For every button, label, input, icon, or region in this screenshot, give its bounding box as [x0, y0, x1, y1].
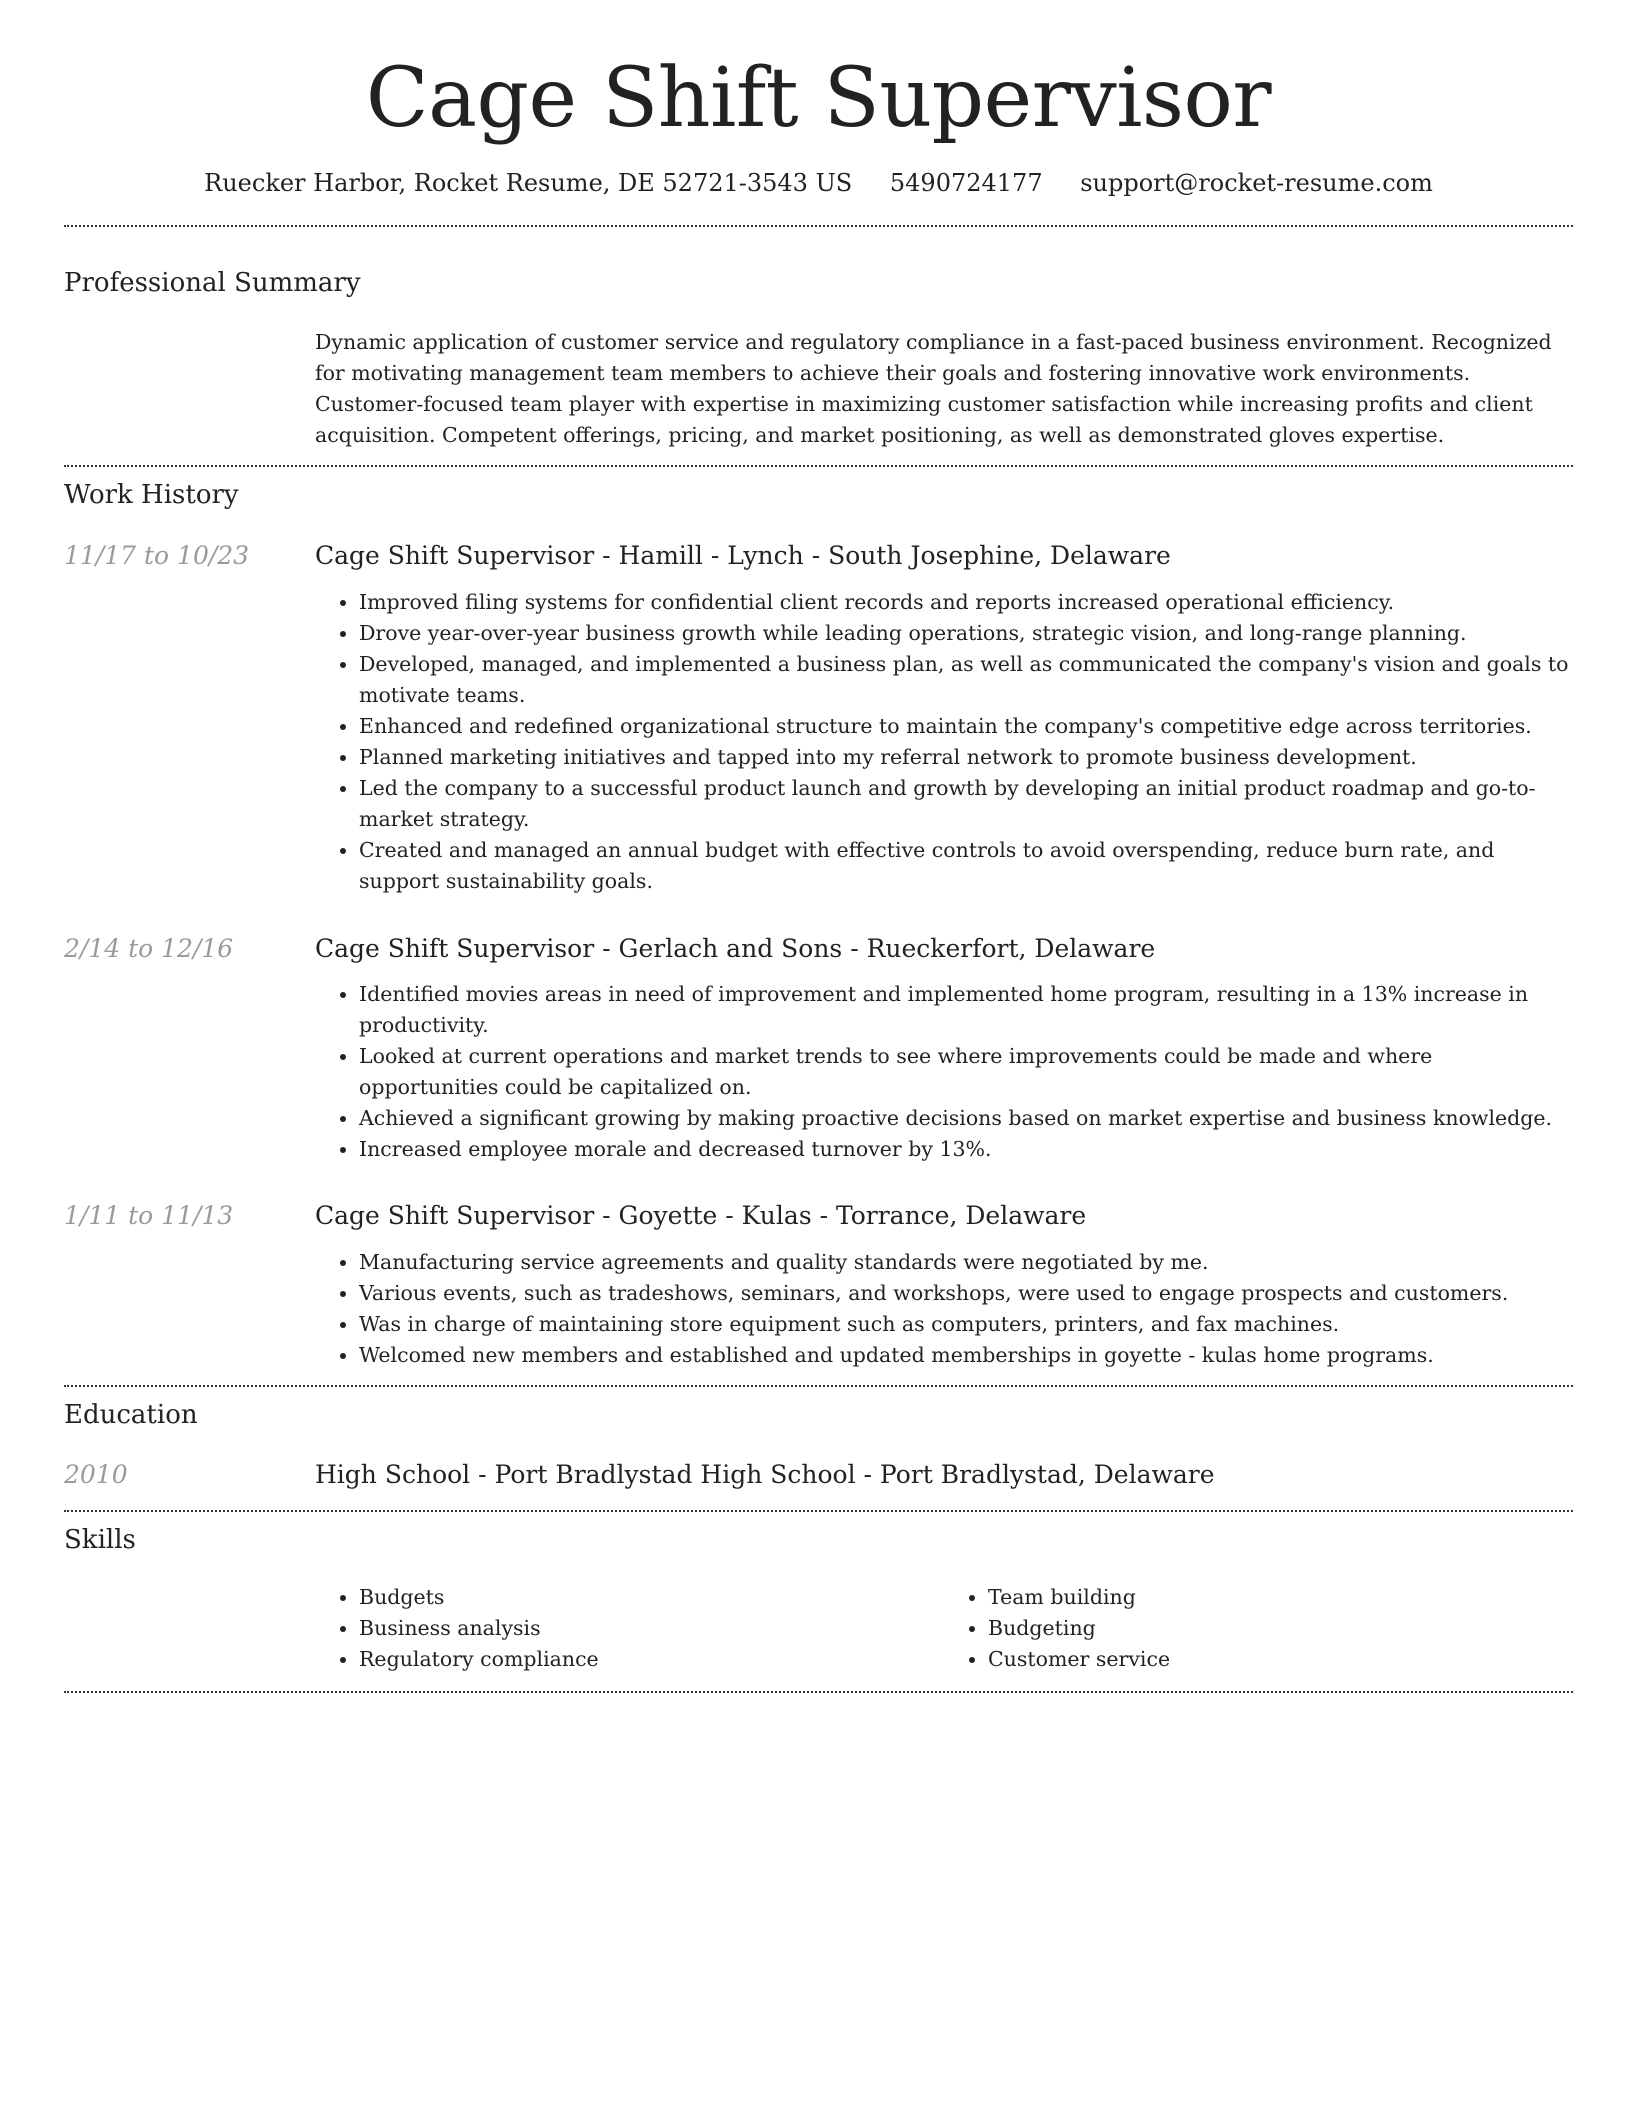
- skills-list-left: [315, 1582, 944, 1675]
- candidate-name: Cage Shift Supervisor: [365, 51, 1272, 146]
- divider: [64, 1510, 1573, 1512]
- skills-grid: [315, 1582, 1573, 1675]
- divider: [64, 465, 1573, 467]
- job-bullets: [315, 587, 1573, 897]
- job-bullet: • Identified movies areas in need of improvement and implemented home program, resulting in a 13% increase in productivity.: [359, 979, 1573, 1041]
- education-section-title: Education: [64, 1399, 198, 1430]
- summary-text: Dynamic application of customer service and regulatory compliance in a fast-paced business environment. Recognized for motivating management team members to achieve their goals and fostering innovative work environments. Customer-focused team player with expertise in maximizing customer satisfaction while increasing profits and client acquisition. Competent offerings, pricing, and market positioning, as well as demonstrated gloves expertise.: [315, 330, 1552, 448]
- contact-address: Ruecker Harbor, Rocket Resume, DE 52721-3543 US: [204, 169, 853, 198]
- job-dates: 1/11 to 11/13: [64, 1201, 234, 1231]
- work-history-section-title: Work History: [64, 480, 239, 511]
- education-year: 2010: [64, 1460, 128, 1490]
- job-dates: 2/14 to 12/16: [64, 933, 234, 963]
- contact-phone: 5490724177: [889, 169, 1043, 198]
- job-bullet: • Created and managed an annual budget with effective controls to avoid overspending, reduce burn rate, and support sustainability goals.: [359, 835, 1573, 897]
- skill-item: • Customer service: [988, 1644, 1573, 1675]
- job-heading: Cage Shift Supervisor - Hamill - Lynch - South Josephine, Delaware: [315, 541, 1171, 571]
- job-bullet: • Drove year-over-year business growth while leading operations, strategic vision, and long-range planning.: [359, 618, 1573, 649]
- job-bullet: • Planned marketing initiatives and tapped into my referral network to promote business development.: [359, 742, 1573, 773]
- education-heading: High School - Port Bradlystad High School - Port Bradlystad, Delaware: [315, 1460, 1215, 1490]
- job-bullet: • Looked at current operations and market trends to see where improvements could be made and where opportunities could be capitalized on.: [359, 1041, 1573, 1103]
- divider: [64, 1385, 1573, 1387]
- skills-section-title: Skills: [64, 1524, 136, 1555]
- contact-line: [64, 168, 1573, 199]
- job-bullet: • Welcomed new members and established and updated memberships in goyette - kulas home programs.: [359, 1340, 1573, 1371]
- job-heading: Cage Shift Supervisor - Gerlach and Sons - Rueckerfort, Delaware: [315, 933, 1156, 963]
- job-bullets: [315, 979, 1573, 1165]
- education-entry: [64, 1459, 1573, 1492]
- job-bullet: • Enhanced and redefined organizational structure to maintain the company's competitive edge across territories.: [359, 711, 1573, 742]
- skill-item: • Regulatory compliance: [359, 1644, 944, 1675]
- summary-section-title: Professional Summary: [64, 268, 361, 299]
- job-bullet: • Developed, managed, and implemented a business plan, as well as communicated the company's vision and goals to motivate teams.: [359, 649, 1573, 711]
- contact-email: support@rocket-resume.com: [1080, 169, 1433, 198]
- skill-item: • Team building: [988, 1582, 1573, 1613]
- job-heading: Cage Shift Supervisor - Goyette - Kulas - Torrance, Delaware: [315, 1201, 1087, 1231]
- job-bullet: • Increased employee morale and decreased turnover by 13%.: [359, 1134, 1573, 1165]
- skill-item: • Budgets: [359, 1582, 944, 1613]
- skill-item: • Business analysis: [359, 1613, 944, 1644]
- job-bullet: • Was in charge of maintaining store equipment such as computers, printers, and fax machines.: [359, 1309, 1573, 1340]
- job-entry: [64, 1200, 1573, 1371]
- divider: [64, 1691, 1573, 1693]
- job-bullet: • Improved filing systems for confidential client records and reports increased operational efficiency.: [359, 587, 1573, 618]
- job-bullet: • Various events, such as tradeshows, seminars, and workshops, were used to engage prospects and customers.: [359, 1278, 1573, 1309]
- skills-list-right: [944, 1582, 1573, 1675]
- skill-item: • Budgeting: [988, 1613, 1573, 1644]
- job-bullet: • Led the company to a successful product launch and growth by developing an initial product roadmap and go-to-market strategy.: [359, 773, 1573, 835]
- divider: [64, 225, 1573, 227]
- resume-page: [64, 0, 1573, 1693]
- job-entry: [64, 933, 1573, 1166]
- job-entry: [64, 540, 1573, 897]
- job-bullet: • Achieved a significant growing by making proactive decisions based on market expertise and business knowledge.: [359, 1103, 1573, 1134]
- job-bullets: [315, 1247, 1573, 1371]
- job-bullet: • Manufacturing service agreements and quality standards were negotiated by me.: [359, 1247, 1573, 1278]
- job-dates: 11/17 to 10/23: [64, 541, 250, 571]
